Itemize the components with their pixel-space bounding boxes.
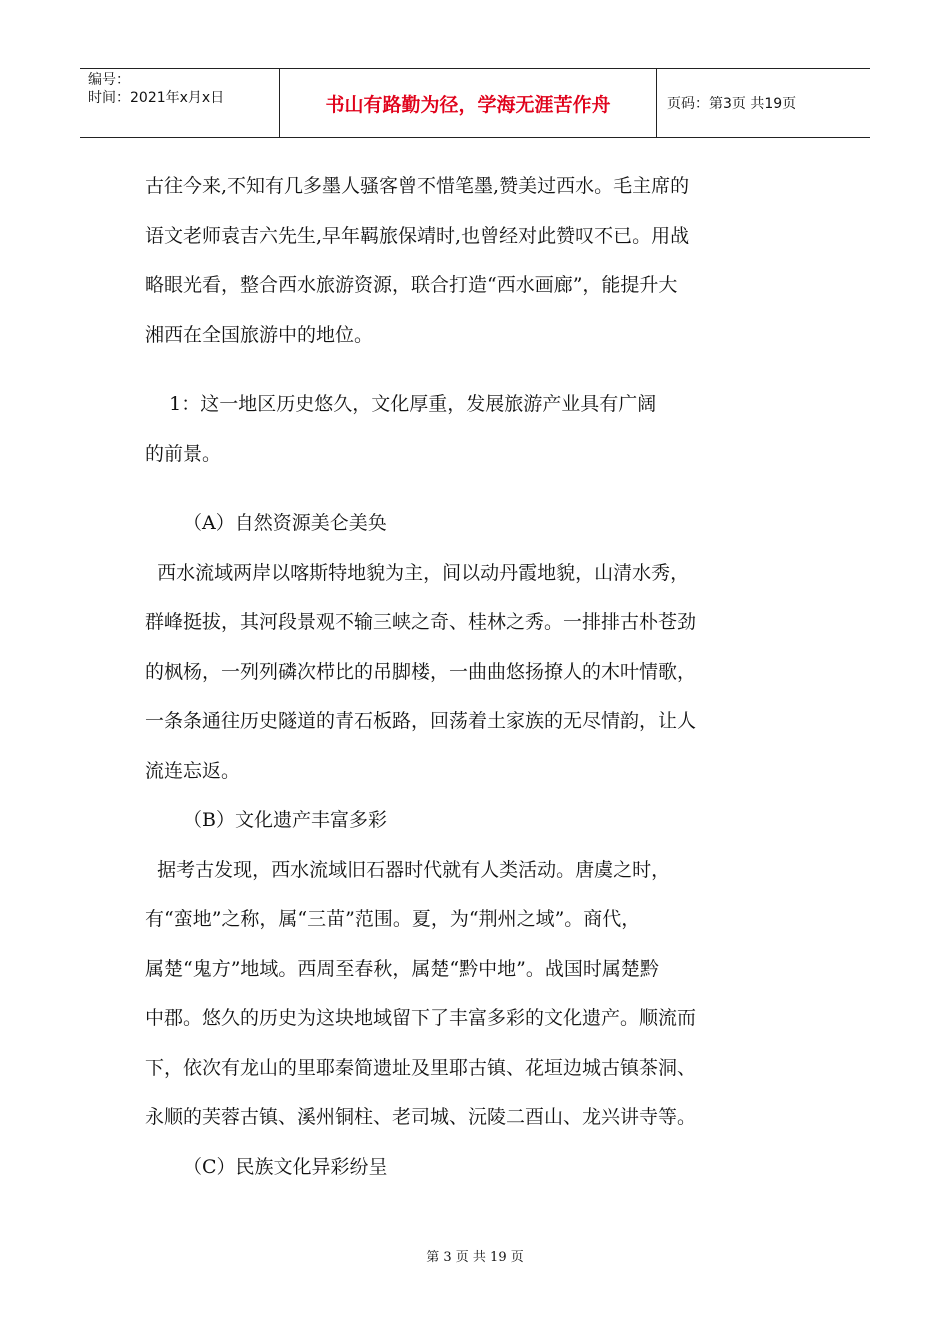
time-label: 时间：2021年x月x日 bbox=[88, 90, 225, 106]
document-body bbox=[145, 162, 810, 1192]
body-line-9: 群峰挺拔，其河段景观不输三峡之奇、桂林之秀。一排排古朴苍劲 bbox=[145, 611, 697, 633]
body-line-1: 古往今来,不知有几多墨人骚客曾不惜笔墨,赞美过西水。毛主席的 bbox=[145, 175, 690, 197]
spacer bbox=[145, 479, 810, 499]
header-motto: 书山有路勤为径，学海无涯苦作舟 bbox=[280, 69, 657, 137]
spacer bbox=[145, 360, 810, 380]
number-label: 编号： bbox=[88, 72, 130, 88]
body-line-8: 西水流域两岸以喀斯特地貌为主，间以动丹霞地貌，山清水秀， bbox=[145, 561, 690, 584]
body-line-16: 属楚“鬼方”地域。西周至春秋，属楚“黔中地”。战国时属楚黔 bbox=[145, 957, 659, 980]
subheading-c: （C）民族文化异彩纷呈 bbox=[183, 1155, 388, 1178]
body-line-3: 略眼光看，整合西水旅游资源，联合打造“西水画廊”，能提升大 bbox=[145, 274, 678, 296]
header-page-label: 页码：第3页 共19页 bbox=[667, 96, 797, 112]
header-meta bbox=[80, 69, 280, 137]
body-line-17: 中郡。悠久的历史为这块地域留下了丰富多彩的文化遗产。顺流而 bbox=[145, 1007, 697, 1029]
body-line-14: 据考古发现，西水流域旧石器时代就有人类活动。唐虞之时， bbox=[145, 858, 671, 881]
body-line-6: 的前景。 bbox=[145, 442, 222, 465]
body-line-11: 一条条通往历史隧道的青石板路，回荡着土家族的无尽情韵，让人 bbox=[145, 710, 697, 732]
body-line-4: 湘西在全国旅游中的地位。 bbox=[145, 323, 374, 346]
page-header bbox=[80, 68, 870, 138]
body-line-2: 语文老师袁吉六先生,早年羁旅保靖时,也曾经对此赞叹不已。用战 bbox=[145, 224, 690, 247]
subheading-b: （B）文化遗产丰富多彩 bbox=[183, 809, 387, 831]
body-line-12: 流连忘返。 bbox=[145, 759, 241, 782]
subheading-a: （A）自然资源美仑美奂 bbox=[183, 512, 387, 534]
body-line-15: 有“蛮地”之称，属“三苗”范围。夏，为“荆州之域”。商代， bbox=[145, 908, 641, 930]
page-footer: 第 3 页 共 19 页 bbox=[426, 1250, 524, 1265]
section-1-heading: 1：这一地区历史悠久，文化厚重，发展旅游产业具有广阔 bbox=[145, 393, 657, 415]
body-line-10: 的枫杨，一列列磷次栉比的吊脚楼，一曲曲悠扬撩人的木叶情歌， bbox=[145, 660, 697, 683]
body-line-19: 永顺的芙蓉古镇、溪州铜柱、老司城、沅陵二酉山、龙兴讲寺等。 bbox=[145, 1106, 697, 1128]
body-line-18: 下，依次有龙山的里耶秦简遗址及里耶古镇、花垣边城古镇茶洞、 bbox=[145, 1056, 697, 1079]
